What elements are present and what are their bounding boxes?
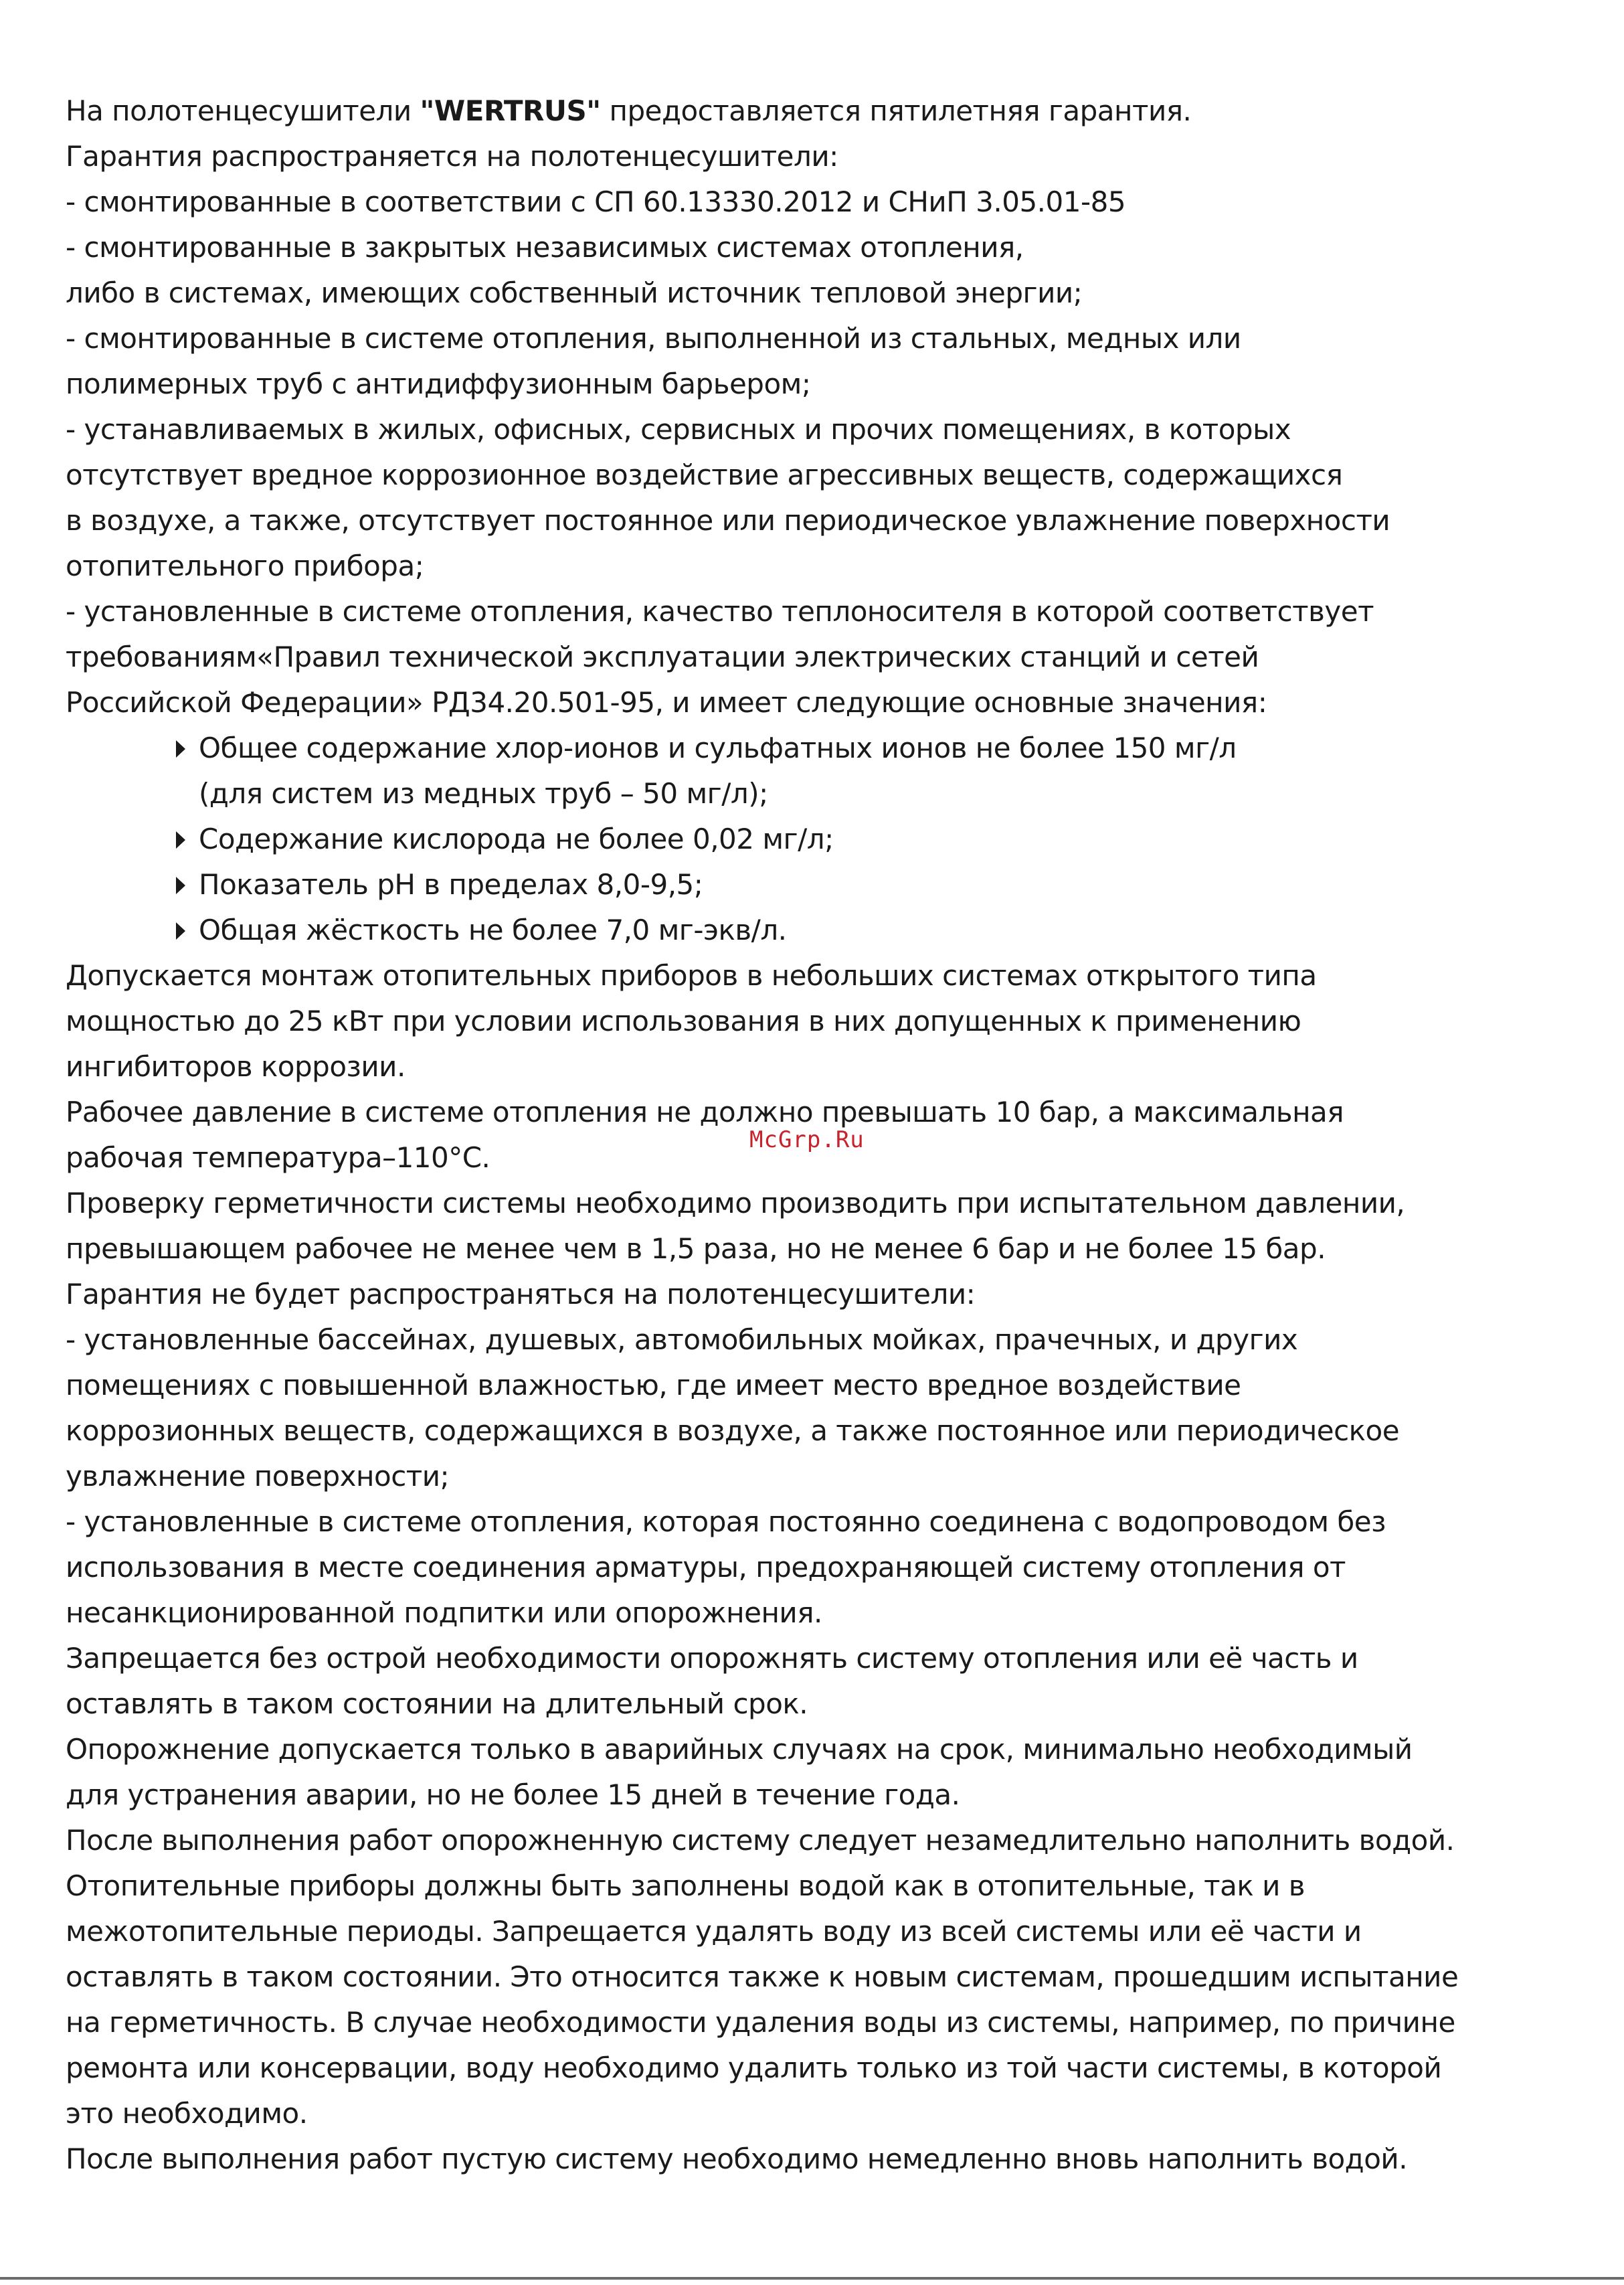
text-line: - установленные в системе отопления, которая постоянно соединена с водопроводом без: [66, 1505, 1386, 1538]
text-line: - смонтированные в системе отопления, выполненной из стальных, медных или: [66, 322, 1241, 355]
text-line: Запрещается без острой необходимости опорожнять систему отопления или её часть и: [66, 1642, 1358, 1675]
bullet-item: Общее содержание хлор-ионов и сульфатных ионов не более 150 мг/л: [66, 726, 1605, 771]
text-line: несанкционированной подпитки или опорожнения.: [66, 1596, 822, 1629]
text-line: мощностью до 25 кВт при условии использования в них допущенных к применению: [66, 1005, 1301, 1037]
watermark: McGrp.Ru: [749, 1126, 865, 1153]
text-line: оставлять в таком состоянии на длительный срок.: [66, 1687, 808, 1720]
text-line: Допускается монтаж отопительных приборов в небольших системах открытого типа: [66, 959, 1317, 992]
text-line: - смонтированные в закрытых независимых системах отопления,: [66, 231, 1024, 264]
triangle-bullet-icon: [176, 877, 185, 894]
triangle-bullet-icon: [176, 831, 185, 849]
text-line: коррозионных веществ, содержащихся в воздухе, а также постоянное или периодическое: [66, 1414, 1400, 1447]
text-line: - установленные бассейнах, душевых, автомобильных мойках, прачечных, и других: [66, 1323, 1298, 1356]
text-line: либо в системах, имеющих собственный источник тепловой энергии;: [66, 276, 1083, 309]
text-line: рабочая температура–110°С.: [66, 1141, 490, 1174]
text-line: для устранения аварии, но не более 15 дней в течение года.: [66, 1778, 960, 1811]
text-line: - смонтированные в соответствии с СП 60.13330.2012 и СНиП 3.05.01-85: [66, 185, 1126, 218]
text-line: в воздухе, а также, отсутствует постоянное или периодическое увлажнение поверхности: [66, 504, 1390, 537]
bullet-item: Показатель pH в пределах 8,0-9,5;: [66, 862, 1605, 908]
text-line: помещениях с повышенной влажностью, где имеет место вредное воздействие: [66, 1369, 1241, 1402]
bullet-continuation: (для систем из медных труб – 50 мг/л);: [199, 777, 768, 810]
text-line: Рабочее давление в системе отопления не должно превышать 10 бар, а максимальная: [66, 1096, 1344, 1128]
bullet-item: Общая жёсткость не более 7,0 мг-экв/л.: [66, 908, 1605, 953]
text-line: Проверку герметичности системы необходимо производить при испытательном давлении,: [66, 1187, 1405, 1219]
text-line: полимерных труб с антидиффузионным барьером;: [66, 367, 811, 400]
page-bottom-divider: [0, 2277, 1624, 2280]
text-line: После выполнения работ опорожненную систему следует незамедлительно наполнить водой.: [66, 1824, 1455, 1857]
intro-line: На полотенцесушители "WERTRUS" предоставляется пятилетняя гарантия.: [66, 94, 1192, 127]
text-line: отопительного прибора;: [66, 549, 424, 582]
text-line: Отопительные приборы должны быть заполнены водой как в отопительные, так и в: [66, 1869, 1305, 1902]
text-line: Гарантия не будет распространяться на полотенцесушители:: [66, 1278, 976, 1310]
text-line: ингибиторов коррозии.: [66, 1050, 405, 1083]
text-line: это необходимо.: [66, 2097, 308, 2130]
text-line: требованиям«Правил технической эксплуатации электрических станций и сетей: [66, 641, 1259, 673]
text-line: увлажнение поверхности;: [66, 1460, 450, 1493]
text-line: оставлять в таком состоянии. Это относится также к новым системам, прошедшим испытание: [66, 1960, 1459, 1993]
triangle-bullet-icon: [176, 922, 185, 940]
text-line: Российской Федерации» РД34.20.501-95, и имеет следующие основные значения:: [66, 686, 1267, 719]
brand-name: "WERTRUS": [420, 94, 601, 127]
bullet-item: Содержание кислорода не более 0,02 мг/л;: [66, 817, 1605, 862]
text-line: Гарантия распространяется на полотенцесушители:: [66, 140, 838, 173]
text-line: - установленные в системе отопления, качество теплоносителя в которой соответствует: [66, 595, 1374, 628]
text-line: После выполнения работ пустую систему необходимо немедленно вновь наполнить водой.: [66, 2142, 1408, 2175]
text-line: на герметичность. В случае необходимости удаления воды из системы, например, по причине: [66, 2006, 1455, 2039]
text-line: превышающем рабочее не менее чем в 1,5 раза, но не менее 6 бар и не более 15 бар.: [66, 1232, 1326, 1265]
text-line: отсутствует вредное коррозионное воздействие агрессивных веществ, содержащихся: [66, 458, 1343, 491]
text-line: - устанавливаемых в жилых, офисных, сервисных и прочих помещениях, в которых: [66, 413, 1291, 446]
text-line: Опорожнение допускается только в аварийных случаях на срок, минимально необходимый: [66, 1733, 1413, 1766]
text-line: межотопительные периоды. Запрещается удалять воду из всей системы или её части и: [66, 1915, 1362, 1948]
text-line: использования в месте соединения арматуры, предохраняющей систему отопления от: [66, 1551, 1346, 1584]
triangle-bullet-icon: [176, 740, 185, 758]
text-line: ремонта или консервации, воду необходимо удалить только из той части системы, в которой: [66, 2051, 1442, 2084]
